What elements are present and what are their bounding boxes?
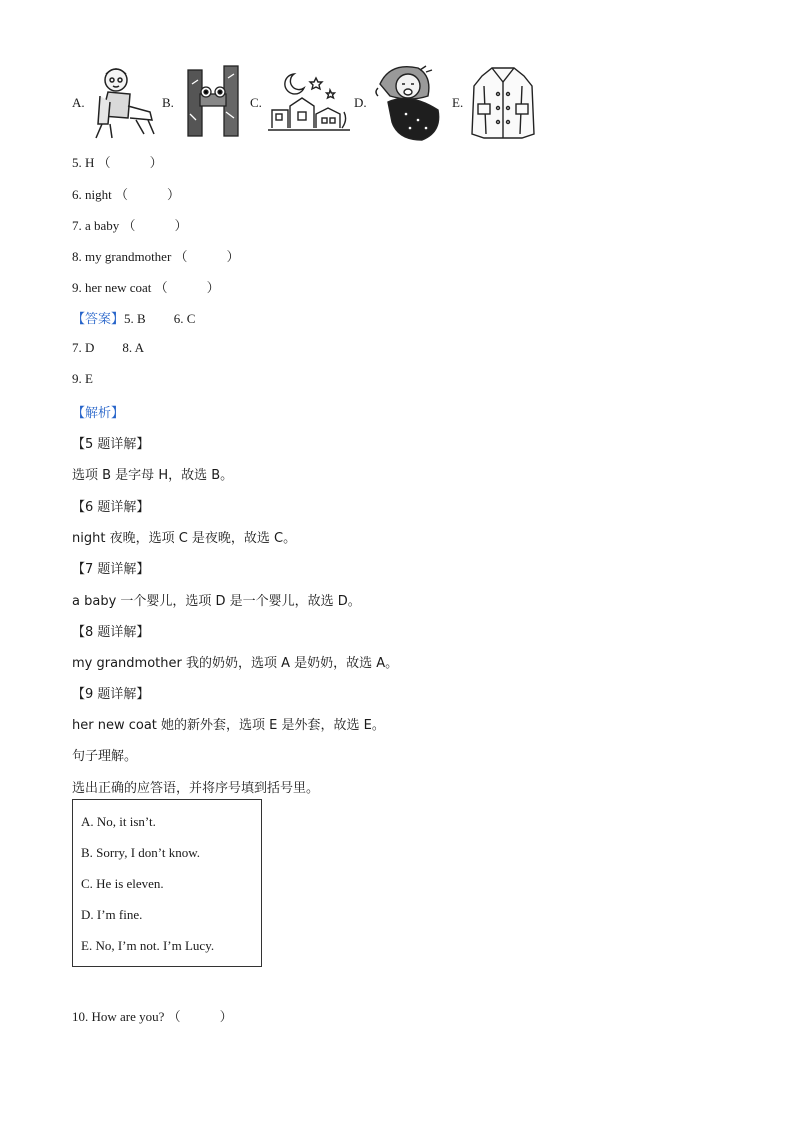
option-e-label: E. (452, 95, 464, 110)
analysis-body-9: her new coat 她的新外套，选项 E 是外套，故选 E。 (72, 718, 385, 733)
night-icon (268, 70, 350, 132)
analysis-body-7: a baby 一个婴儿，选项 D 是一个婴儿，故选 D。 (72, 594, 361, 609)
question-9: 9. her new coat （ ） (72, 280, 220, 295)
analysis-head-7: 【7 题详解】 (72, 562, 150, 577)
answer-6: 6. C (173, 311, 196, 326)
question-6: 6. night （ ） (72, 187, 180, 202)
analysis-label: 【解析】 (72, 406, 125, 421)
answer-8: 8. A (122, 340, 145, 355)
answer-label: 【答案】 (72, 312, 125, 327)
option-b-label: B. (162, 95, 174, 110)
analysis-head-6: 【6 题详解】 (72, 500, 150, 515)
analysis-body-5: 选项 B 是字母 H，故选 B。 (72, 468, 234, 483)
coat-icon (470, 64, 536, 140)
section-title: 句子理解。 (72, 749, 138, 764)
answer-5: 5. B (124, 311, 146, 326)
question-10: 10. How are you? （ ） (72, 1009, 233, 1024)
analysis-body-6: night 夜晚，选项 C 是夜晚，故选 C。 (72, 531, 297, 546)
section-instruction: 选出正确的应答语，并将序号填到括号里。 (72, 781, 320, 796)
analysis-body-8: my grandmother 我的奶奶，选项 A 是奶奶，故选 A。 (72, 656, 399, 671)
choice-a: A. No, it isn’t. (81, 814, 156, 829)
question-8: 8. my grandmother （ ） (72, 249, 240, 264)
baby-icon (370, 62, 448, 142)
choices-box (72, 799, 262, 967)
answer-line-1 (72, 308, 195, 327)
analysis-head-5: 【5 题详解】 (72, 437, 150, 452)
answer-7: 7. D (72, 340, 95, 355)
question-7: 7. a baby （ ） (72, 218, 188, 233)
answer-9: 9. E (72, 371, 93, 386)
choice-e: E. No, I’m not. I’m Lucy. (81, 938, 215, 953)
analysis-head-8: 【8 题详解】 (72, 625, 150, 640)
option-c-label: C. (250, 95, 262, 110)
question-5: 5. H （ ） (72, 155, 163, 170)
analysis-head-9: 【9 题详解】 (72, 687, 150, 702)
letter-h-icon (182, 64, 244, 138)
choice-c: C. He is eleven. (81, 876, 164, 891)
option-d-label: D. (354, 95, 367, 110)
answer-line-2 (72, 340, 144, 356)
choice-b: B. Sorry, I don’t know. (81, 845, 201, 860)
grandmother-icon (88, 62, 160, 140)
choice-d: D. I’m fine. (81, 907, 143, 922)
option-a-label: A. (72, 95, 85, 110)
